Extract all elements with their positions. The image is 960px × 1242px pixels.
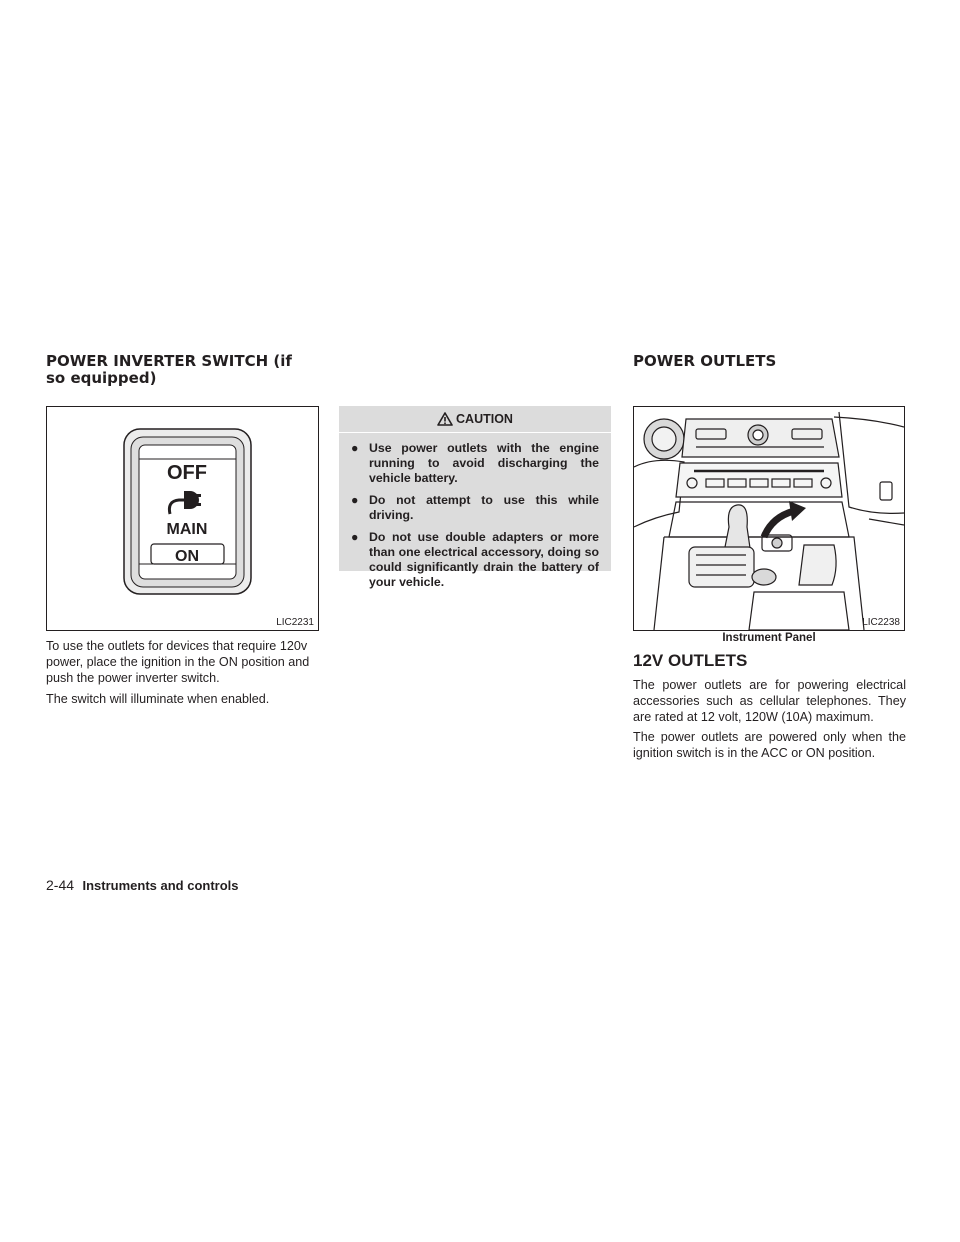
warning-icon — [437, 412, 453, 426]
figure-id: LIC2238 — [862, 617, 900, 628]
caution-item: ● Do not use double adapters or more than one electrical accessory, doing so could significantly drain the battery of your vehicle. — [351, 530, 599, 589]
outlet-rating-paragraph: The power outlets are for powering electrical accessories such as cellular telephones. They are rated at 12 volt, 120W (10A) maximum. — [633, 678, 906, 724]
caution-list — [339, 433, 611, 603]
subheading-12v-outlets: 12V OUTLETS — [633, 651, 748, 670]
figure-instrument-panel — [633, 406, 905, 631]
section-heading-power-outlets: POWER OUTLETS — [633, 352, 777, 370]
caution-header — [339, 406, 611, 433]
figure-id: LIC2231 — [276, 617, 314, 628]
caution-title: CAUTION — [456, 412, 513, 426]
page-number: 2-44 — [46, 877, 75, 893]
inverter-illumination-paragraph: The switch will illuminate when enabled. — [46, 692, 270, 706]
switch-label-off: OFF — [167, 462, 207, 484]
caution-item: ● Do not attempt to use this while driving. — [351, 493, 599, 522]
instrument-panel-illustration — [634, 407, 904, 630]
outlet-power-paragraph: The power outlets are powered only when the ignition switch is in the ACC or ON position. — [633, 730, 906, 760]
switch-label-main: MAIN — [166, 521, 208, 538]
caution-item: ● Use power outlets with the engine running to avoid discharging the vehicle battery. — [351, 441, 599, 485]
section-heading-power-inverter: POWER INVERTER SWITCH (if so equipped) — [46, 352, 292, 387]
inverter-switch-illustration — [47, 407, 318, 630]
page-footer — [46, 877, 239, 895]
footer-section-title: Instruments and controls — [82, 878, 239, 893]
switch-label-on: ON — [175, 548, 199, 565]
caution-box — [339, 406, 611, 589]
figure-inverter-switch — [46, 406, 319, 631]
inverter-instruction-paragraph: To use the outlets for devices that require 120v power, place the ignition in the ON position and push the power inverter switch. — [46, 639, 310, 685]
figure-caption: Instrument Panel — [722, 632, 816, 644]
